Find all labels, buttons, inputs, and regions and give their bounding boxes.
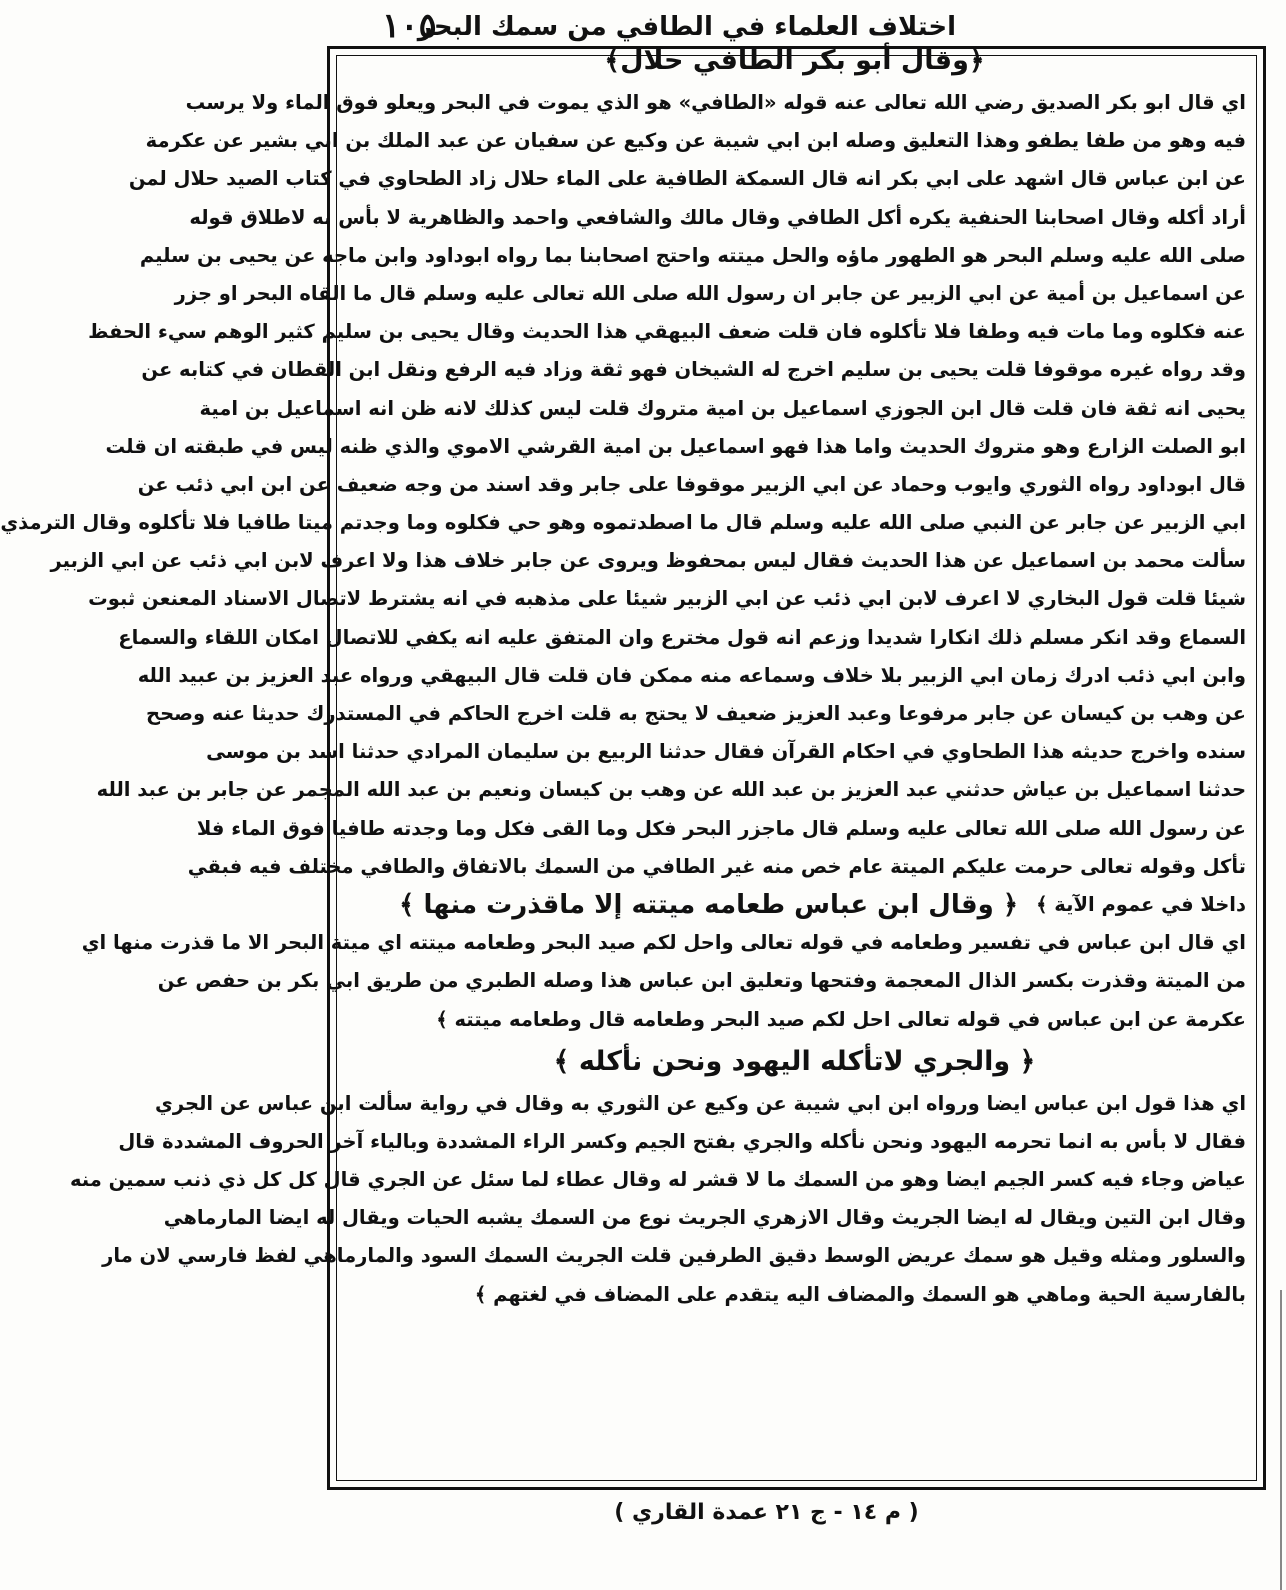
section-heading-ibn-abbas: ﴿ وقال ابن عباس طعامه ميتته إلا ماقذرت منها ﴾ <box>399 889 1019 920</box>
text-line: عياض وجاء فيه كسر الجيم ايضا وهو من السمك ما لا قشر له وقال عطاء لما سئل عن الجري قال كل كل ذي ذنب سمين منه <box>69 1168 1246 1192</box>
text-line: عكرمة عن ابن عباس في قوله تعالى احل لكم صيد البحر وطعامه قال وطعامه ميتته ﴾ <box>436 1007 1246 1031</box>
text-line: وابن ابي ذئب ادرك زمان ابي الزبير بلا خلاف وسماعه منه ممكن فان قلت قال البيهقي ورواه عبد العزيز بن عبيد الله <box>137 663 1246 687</box>
text-line: عن ابن عباس قال اشهد على ابي بكر انه قال السمكة الطافية على الماء حلال زاد الطحاوي في كتاب الصيد حلال لمن <box>128 167 1246 191</box>
text-line: اي قال ابن عباس في تفسير وطعامه في قوله تعالى واحل لكم صيد البحر وطعامه ميتته اي ميتة البحر الا ما قذرت منها اي <box>81 931 1246 955</box>
text-line: وقال ابن التين ويقال له ايضا الجريث وقال الازهري الجريث نوع من السمك يشبه الحيات ويقال له ايضا المارماهي <box>163 1206 1246 1230</box>
section-heading-abu-bakr: ﴿وقال أبو بكر الطافي حلال﴾ <box>604 45 985 76</box>
text-line: اي قال ابو بكر الصديق رضي الله تعالى عنه قوله «الطافي» هو الذي يموت في البحر ويعلو فوق الماء ولا يرسب <box>185 91 1246 114</box>
text-line: حدثنا اسماعيل بن عياش حدثني عبد العزيز بن عبد الله عن وهب بن كيسان ونعيم بن عبد الله المجمر عن جابر بن عبد الله <box>96 778 1246 802</box>
text-line: عنه فكلوه وما مات فيه وطفا فلا تأكلوه فان قلت ضعف البيهقي هذا الحديث وقال يحيى بن سليم كثير الوهم سيء الحفظ <box>88 320 1246 344</box>
text-line: شيئا قلت قول البخاري لا اعرف لابن ابي ذئب عن ابي الزبير شيئا على مذهبه في انه يشترط لاتصال الاسناد المعنعن ثبوت <box>88 587 1246 611</box>
paragraph-tafi <box>0 84 1246 886</box>
text-line: قال ابوداود رواه الثوري وايوب وحماد عن ابي الزبير موقوفا على جابر وقد اسند من وجه ضعيف عن ابن ابي ذئب عن <box>137 472 1246 496</box>
text-line: عن وهب بن كيسان عن جابر مرفوعا وعبد العزيز ضعيف لا يحتج به قلت اخرج الحاكم في المستدرك حديثا عنه وصحح <box>146 702 1246 725</box>
running-title: اختلاف العلماء في الطافي من سمك البحر <box>417 12 956 42</box>
text-line: فقال لا بأس به انما تحرمه اليهود ونحن نأكله والجري بفتح الجيم وكسر الراء المشددة وبالياء آخر الحروف المشددة قال <box>118 1129 1246 1153</box>
text-line: عن اسماعيل بن أمية عن ابي الزبير عن جابر ان رسول الله صلى الله تعالى عليه وسلم قال ما القاه البحر او جزر <box>174 281 1246 305</box>
footer-signature: ( م ١٤ - ج ٢١ عمدة القاري ) <box>614 1500 919 1525</box>
paragraph-ibn-abbas <box>81 924 1246 1039</box>
text-line: يحيى انه ثقة فان قلت قال ابن الجوزي اسماعيل بن امية متروك قلت ليس كذلك لانه ظن انه اسماعيل بن امية <box>199 396 1246 420</box>
text-line: سنده واخرج حديثه هذا الطحاوي في احكام القرآن فقال حدثنا الربيع بن سليمان المرادي حدثنا اسد بن موسى <box>206 740 1246 764</box>
paragraph-jirri <box>69 1085 1246 1314</box>
text-line: من الميتة وقذرت بكسر الذال المعجمة وفتحها وتعليق ابن عباس هذا وصله الطبري من طريق ابي بكر بن حفص عن <box>157 969 1246 993</box>
text-line: اي هذا قول ابن عباس ايضا ورواه ابن ابي شيبة عن وكيع عن الثوري به وقال في رواية سألت ابن عباس عن الجري <box>155 1091 1246 1115</box>
text-body <box>0 38 1246 1314</box>
page-number: ١٠٥ <box>382 6 437 46</box>
text-line: والسلور ومثله وقيل هو سمك عريض الوسط دقيق الطرفين قلت الجريث السمك السود والمارماهي لفظ فارسي لان مار <box>102 1244 1246 1268</box>
page-edge-shadow <box>1270 1290 1282 1590</box>
text-line: ابو الصلت الزارع وهو متروك الحديث واما هذا فهو اسماعيل بن امية القرشي الاموي والذي ظنه ليس في طبقته ان قلت <box>105 434 1246 458</box>
text-line: بالفارسية الحية وماهي هو السمك والمضاف اليه يتقدم على المضاف في لغتهم ﴾ <box>474 1282 1246 1306</box>
section-heading-jirri: ﴿ والجري لاتأكله اليهود ونحن نأكله ﴾ <box>553 1045 1036 1077</box>
text-line: السماع وقد انكر مسلم ذلك انكارا شديدا وزعم انه قول مخترع وان المتفق عليه انه يكفي للاتصال امكان اللقاء والسماع <box>118 625 1246 649</box>
paragraph-tail-text: داخلا في عموم الآية ﴾ <box>1036 892 1246 916</box>
paragraph-tail-line <box>343 886 1246 924</box>
text-line: ابي الزبير عن جابر عن النبي صلى الله عليه وسلم قال ما اصطدتموه وهو حي فكلوه وما وجدتم ميتا طافيا فلا تأكلوه وقال الترمذي <box>0 511 1246 535</box>
text-line: وقد رواه غيره موقوفا قلت يحيى بن سليم اخرج له الشيخان فهو ثقة وزاد فيه الرفع ونقل ابن القطان في كتابه عن <box>141 358 1246 382</box>
text-line: أراد أكله وقال اصحابنا الحنفية يكره أكل الطافي وقال مالك والشافعي واحمد والظاهرية لا بأس به لاطلاق قوله <box>189 205 1246 229</box>
text-line: فيه وهو من طفا يطفو وهذا التعليق وصله ابن ابي شيبة عن وكيع عن سفيان عن عبد الملك بن ابي بشير عن عكرمة <box>145 129 1246 153</box>
text-line: صلى الله عليه وسلم البحر هو الطهور ماؤه والحل ميتته واحتج اصحابنا بما رواه ابوداود وابن ماجه عن يحيى بن سليم <box>139 243 1246 267</box>
text-line: تأكل وقوله تعالى حرمت عليكم الميتة عام خص منه غير الطافي من السمك بالاتفاق والطافي مختلف فيه فبقي <box>187 854 1246 878</box>
text-line: عن رسول الله صلى الله تعالى عليه وسلم قال ماجزر البحر فكل وما القى فكل وما وجدته طافيا فوق الماء فلا <box>196 816 1246 840</box>
text-line: سألت محمد بن اسماعيل عن هذا الحديث فقال ليس بمحفوظ ويروى عن جابر خلاف هذا ولا اعرف لابن ابي ذئب عن ابي الزبير <box>50 549 1246 573</box>
